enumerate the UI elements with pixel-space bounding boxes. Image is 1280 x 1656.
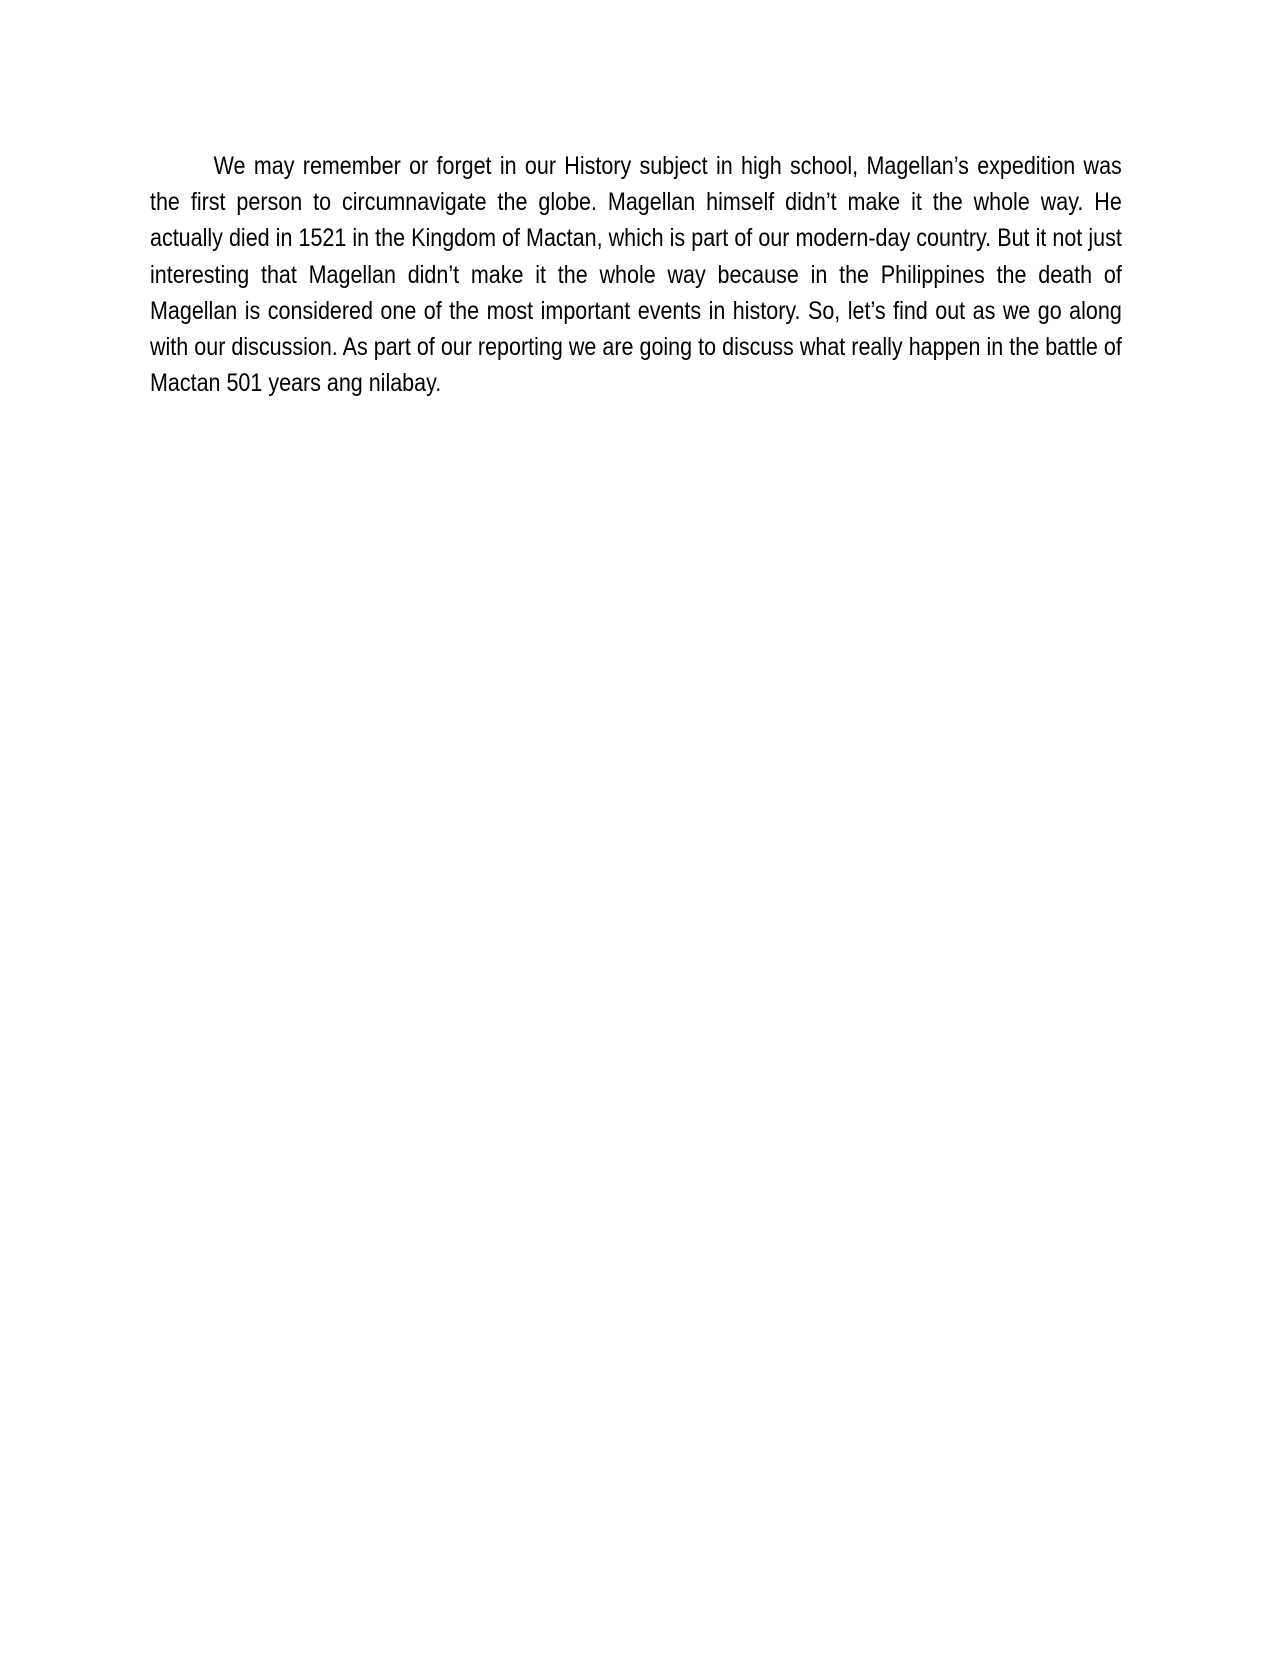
body-paragraph: We may remember or forget in our History subject in high school, Magellan’s expedition was the first person to circumnavigate the globe. Magellan himself didn’t make it the whole way. He actually died in 1521 in the Kingdom of Mactan, which is part of our modern-day country. But it not just interesting that Magellan didn’t make it the whole way because in the Philippines the death of Magellan is considered one of the most important events in history. So, let’s find out as we go along with our discussion. As part of our reporting we are going to discuss what really happen in the battle of Mactan 501 years ang nilabay. (150, 152, 1122, 398)
